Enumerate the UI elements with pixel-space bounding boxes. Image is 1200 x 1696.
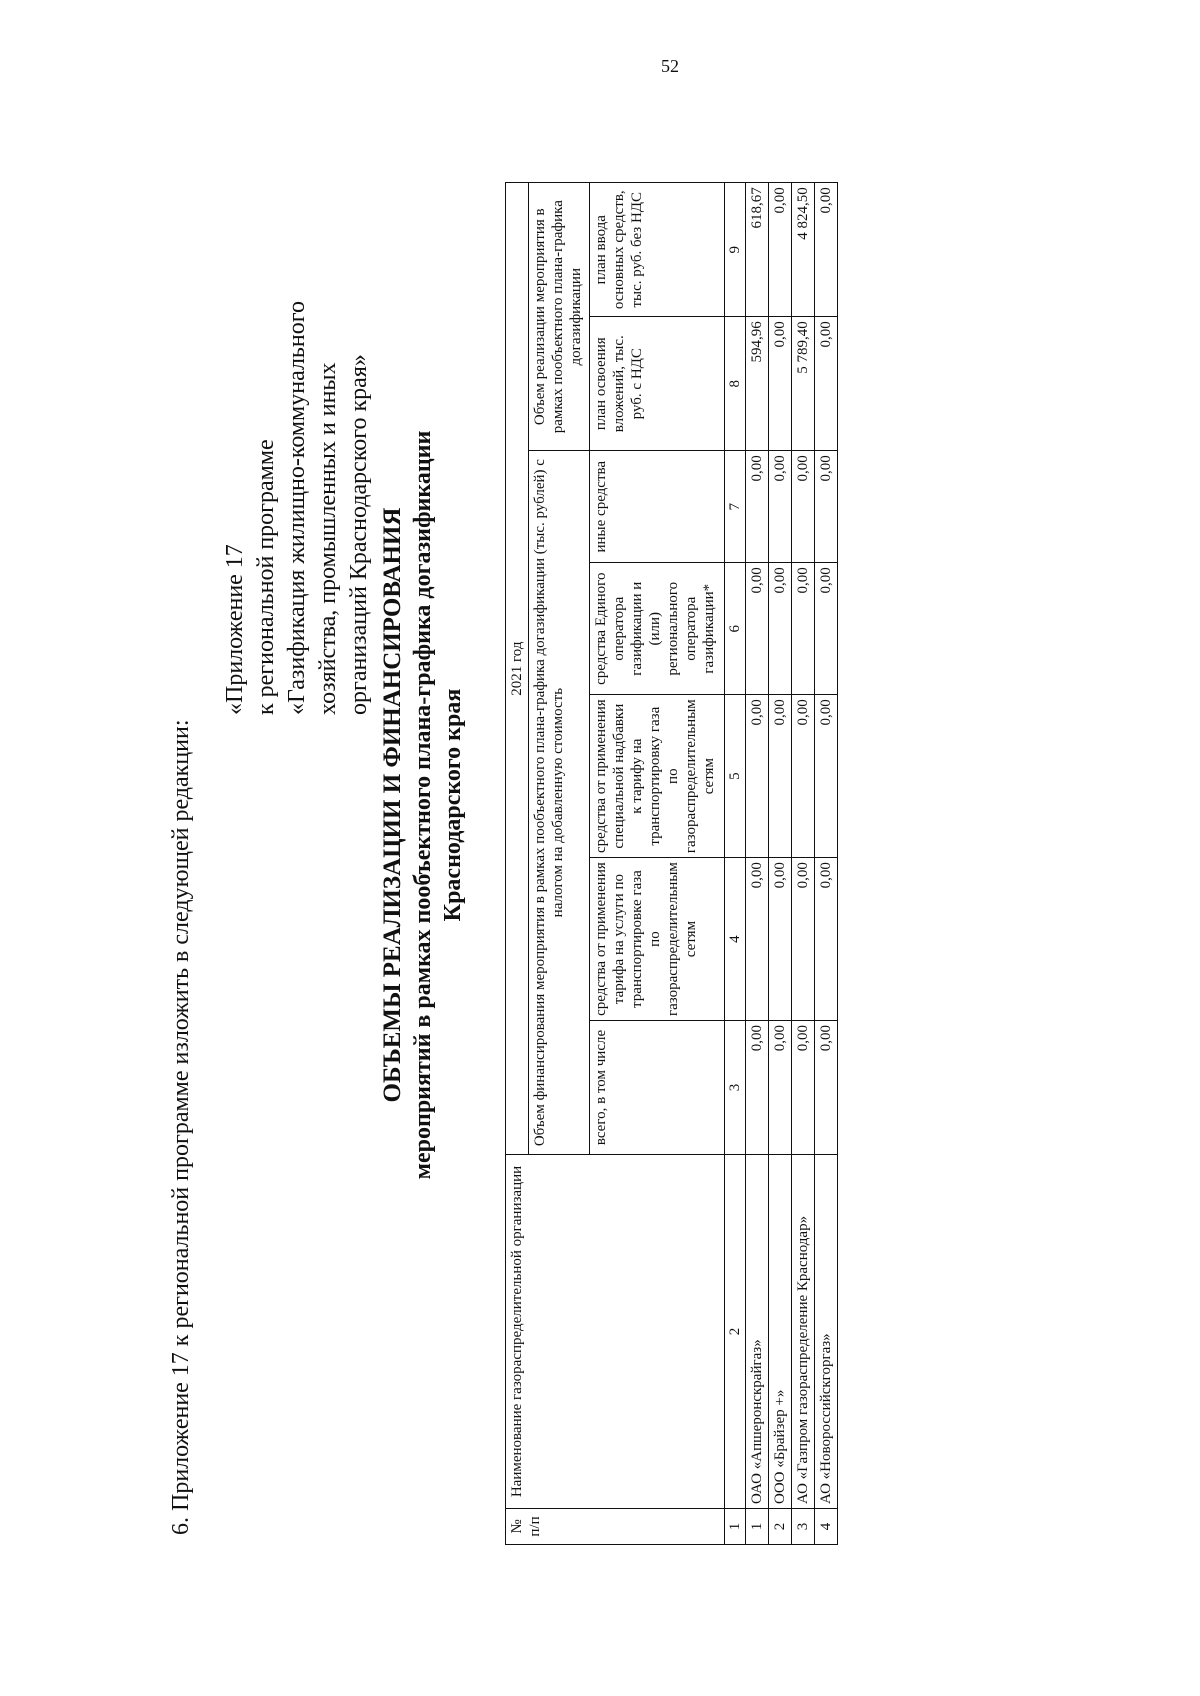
investment-value: 594,96 <box>746 317 769 451</box>
header-organization: Наименование газораспределительной организации <box>506 1155 725 1509</box>
total-value: 0,00 <box>792 1021 815 1155</box>
page-number: 52 <box>661 56 679 76</box>
investment-value: 0,00 <box>769 317 792 451</box>
operator-value: 0,00 <box>792 563 815 695</box>
title-line-1: ОБЪЕМЫ РЕАЛИЗАЦИИ И ФИНАНСИРОВАНИЯ <box>379 507 406 1103</box>
header-implementation-volume: Объем реализации мероприятия в рамках пообъектного плана-графика догазификации <box>529 183 590 451</box>
surcharge-value: 0,00 <box>769 695 792 858</box>
total-value: 0,00 <box>769 1021 792 1155</box>
other-value: 0,00 <box>769 451 792 563</box>
header-tariff-funds: средства от применения тарифа на услуги по транспортировке газа по газораспределительным сетям <box>590 858 725 1021</box>
surcharge-value: 0,00 <box>746 695 769 858</box>
header-operator-funds: средства Единого оператора газификации и (или) регионального оператора газификации* <box>590 563 725 695</box>
column-index: 6 <box>725 563 746 695</box>
appendix-line: хозяйства, промышленных и иных <box>315 362 341 715</box>
commissioning-value: 618,67 <box>746 183 769 317</box>
commissioning-value: 0,00 <box>815 183 838 317</box>
investment-value: 5 789,40 <box>792 317 815 451</box>
other-value: 0,00 <box>815 451 838 563</box>
tariff-value: 0,00 <box>815 858 838 1021</box>
surcharge-value: 0,00 <box>792 695 815 858</box>
header-year: 2021 год <box>506 183 529 1155</box>
title-line-2: мероприятий в рамках пообъектного плана-графика догазификации <box>410 430 436 1180</box>
row-number: 2 <box>769 1509 792 1545</box>
column-index: 9 <box>725 183 746 317</box>
table-row <box>746 183 769 1545</box>
tariff-value: 0,00 <box>746 858 769 1021</box>
header-surcharge-funds: средства от применения специальной надбавки к тарифу на транспортировку газа по газораспределительным сетям <box>590 695 725 858</box>
organization-name: АО «Газпром газораспределение Краснодар» <box>792 1155 815 1509</box>
table-row <box>792 183 815 1545</box>
column-index: 7 <box>725 451 746 563</box>
operator-value: 0,00 <box>769 563 792 695</box>
other-value: 0,00 <box>792 451 815 563</box>
header-number: № п/п <box>506 1509 725 1545</box>
column-index: 4 <box>725 858 746 1021</box>
column-index: 8 <box>725 317 746 451</box>
other-value: 0,00 <box>746 451 769 563</box>
total-value: 0,00 <box>815 1021 838 1155</box>
appendix-heading <box>220 75 375 715</box>
row-number: 1 <box>746 1509 769 1545</box>
commissioning-value: 4 824,50 <box>792 183 815 317</box>
tariff-value: 0,00 <box>792 858 815 1021</box>
commissioning-value: 0,00 <box>769 183 792 317</box>
investment-value: 0,00 <box>815 317 838 451</box>
operator-value: 0,00 <box>746 563 769 695</box>
total-value: 0,00 <box>746 1021 769 1155</box>
operator-value: 0,00 <box>815 563 838 695</box>
title-line-3: Краснодарского края <box>440 688 466 922</box>
table-row <box>815 183 838 1545</box>
table-row <box>769 183 792 1545</box>
organization-name: ОАО «Апшеронскрайгаз» <box>746 1155 769 1509</box>
appendix-line: организаций Краснодарского края» <box>346 354 372 715</box>
header-other-funds: иные средства <box>590 451 725 563</box>
document-title <box>378 365 468 1245</box>
rotated-page-content <box>160 25 1200 1545</box>
intro-text: 6. Приложение 17 к региональной программе изложить в следующей редакции: <box>168 719 194 1535</box>
organization-name: ООО «Брайзер +» <box>769 1155 792 1509</box>
column-index: 5 <box>725 695 746 858</box>
header-financing-volume: Объем финансирования мероприятия в рамках пообъектного плана-графика догазификации (тыс. рублей) с налогом на добавленную стоимость <box>529 451 590 1155</box>
row-number: 3 <box>792 1509 815 1545</box>
column-index: 1 <box>725 1509 746 1545</box>
appendix-line: «Приложение 17 <box>222 544 248 715</box>
financing-table-container <box>505 182 838 1545</box>
header-total: всего, в том числе <box>590 1021 725 1155</box>
organization-name: АО «Новороссийскгоргаз» <box>815 1155 838 1509</box>
column-index: 3 <box>725 1021 746 1155</box>
surcharge-value: 0,00 <box>815 695 838 858</box>
header-commissioning-plan: план ввода основных средств, тыс. руб. без НДС <box>590 183 725 317</box>
appendix-line: к региональной программе <box>253 439 279 715</box>
column-index: 2 <box>725 1155 746 1509</box>
column-index-row <box>725 183 746 1545</box>
financing-table <box>505 182 838 1545</box>
appendix-line: «Газификация жилищно-коммунального <box>284 301 310 715</box>
header-investment-plan: план освоения вложений, тыс. руб. с НДС <box>590 317 725 451</box>
row-number: 4 <box>815 1509 838 1545</box>
tariff-value: 0,00 <box>769 858 792 1021</box>
